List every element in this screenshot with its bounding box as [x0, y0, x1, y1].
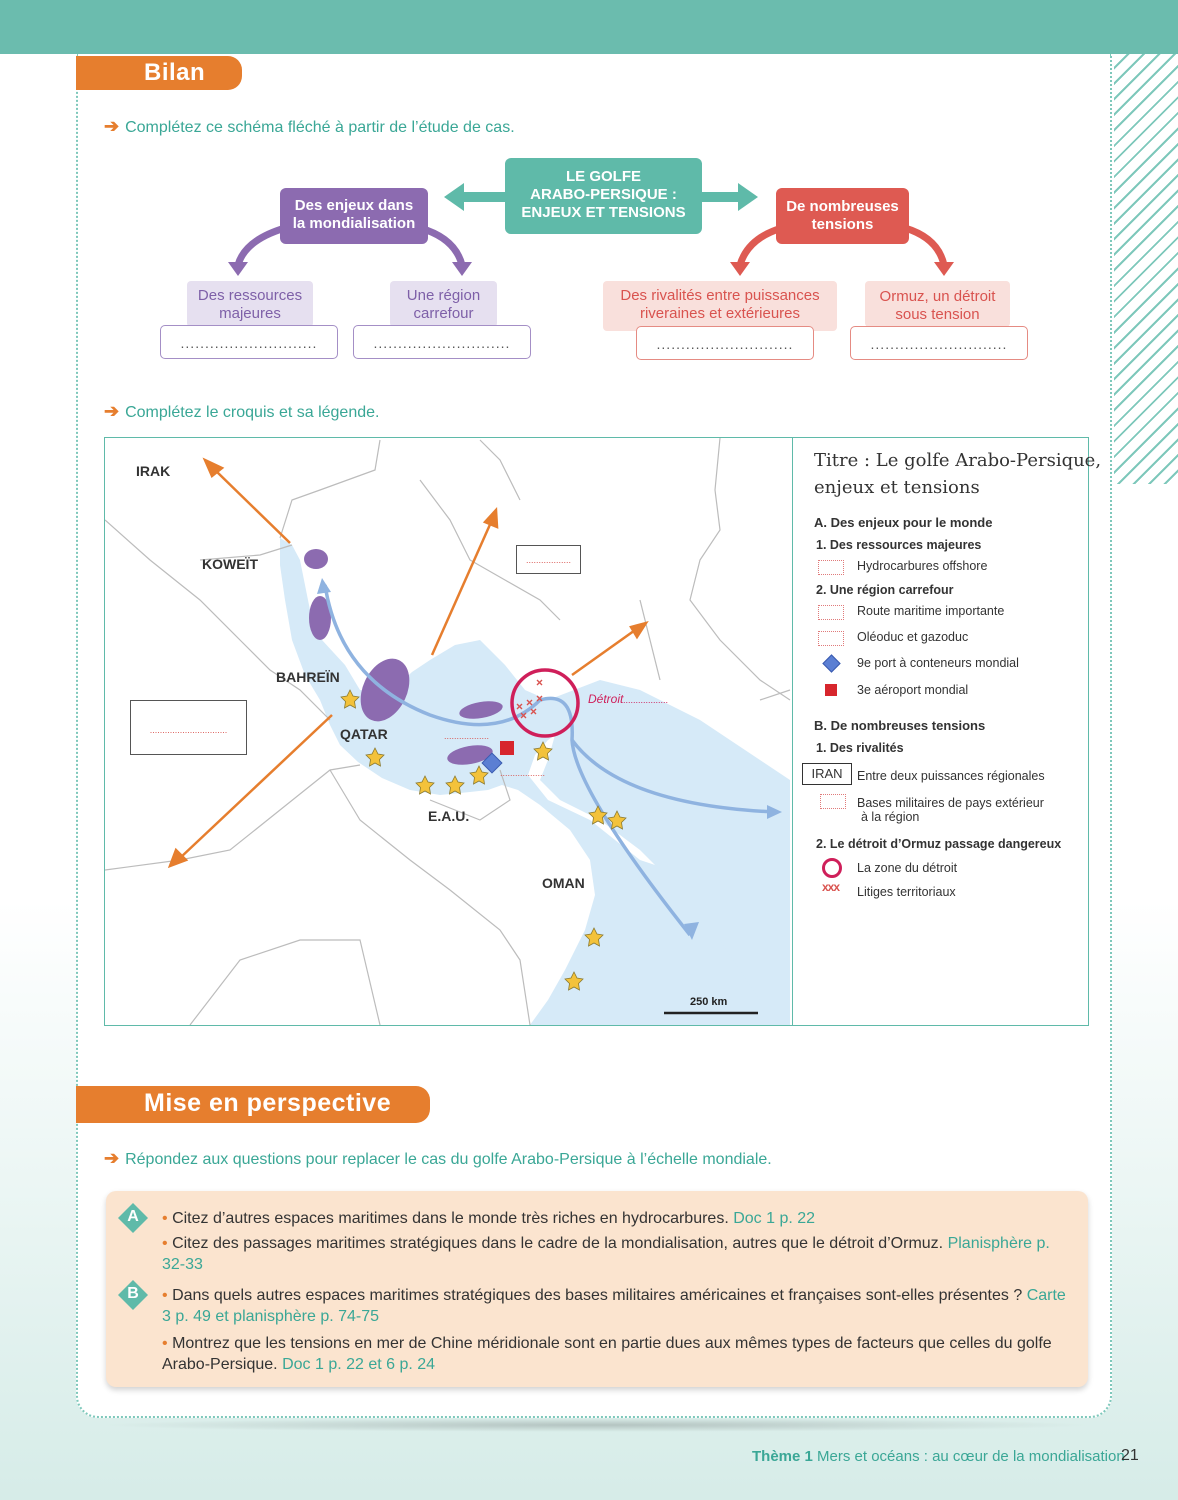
swatch-oleoduc[interactable]: [818, 631, 844, 646]
questions-box: [106, 1191, 1088, 1387]
box-line: De nombreuses: [786, 198, 899, 215]
route-arrowhead-north: [317, 578, 331, 594]
box-line: Des enjeux dans: [294, 197, 414, 214]
legend-iran-box: IRAN: [802, 763, 852, 785]
legend-section-b: B. De nombreuses tensions: [814, 718, 986, 733]
sub-box-rivalites: [603, 281, 837, 331]
map-label-qatar: QATAR: [340, 726, 388, 742]
reference-link[interactable]: Carte 3 p. 49 et planisphère p. 74-75: [162, 1287, 1066, 1325]
page-number: 21: [1121, 1447, 1139, 1464]
purple-arrow-left: [238, 228, 285, 265]
sheet-shadow: [96, 1418, 1096, 1432]
legend-zone: La zone du détroit: [857, 861, 958, 875]
map-answer-box-iran[interactable]: ..................: [516, 545, 581, 574]
map-label-detroit: [588, 692, 668, 706]
legend-b1: 1. Des rivalités: [816, 741, 904, 755]
map-label-koweit: KOWEÏT: [202, 556, 258, 572]
question-text: Montrez que les tensions en mer de Chine méridionale sont en partie dues aux mêmes types de facteurs que celles du golfe Arabo-Persique.: [162, 1335, 1052, 1373]
map-label-irak: IRAK: [136, 463, 171, 479]
section-title-bilan: Bilan: [76, 56, 242, 90]
legend-a2: 2. Une région carrefour: [816, 583, 954, 597]
center-box: [505, 158, 702, 234]
answer-field-carrefour[interactable]: ............................: [353, 325, 531, 359]
reference-link[interactable]: Planisphère p. 32-33: [162, 1235, 1050, 1273]
swatch-hydrocarbons[interactable]: [818, 560, 844, 575]
legend-b2: 2. Le détroit d’Ormuz passage dangereux: [816, 837, 1062, 851]
box-enjeux-mondialisation: [280, 188, 428, 244]
question-b2: [162, 1333, 1077, 1375]
question-text: Dans quels autres espaces maritimes stratégiques des bases militaires américaines et françaises sont-elles présentes ?: [172, 1287, 1023, 1304]
red-arrow-right: [905, 228, 944, 265]
badge-a-label: A: [127, 1208, 139, 1225]
swatch-route[interactable]: [818, 605, 844, 620]
arrow-icon: ➔: [104, 116, 120, 136]
red-arrowhead-right: [934, 262, 954, 276]
legend-entre: Entre deux puissances régionales: [857, 769, 1045, 783]
sub-box-carrefour: [390, 281, 497, 327]
purple-arrowhead-right: [452, 262, 472, 276]
box-line: la mondialisation: [292, 215, 416, 232]
center-box-line: ENJEUX ET TENSIONS: [521, 204, 686, 221]
box-line: Ormuz, un détroit: [879, 288, 996, 305]
cross-icon: xxx: [822, 880, 840, 894]
bullet: •: [162, 1287, 168, 1304]
reference-link[interactable]: Doc 1 p. 22: [733, 1210, 816, 1227]
box-line: majeures: [219, 305, 281, 322]
legend-title-line1: Titre : Le golfe Arabo-Persique,: [814, 450, 1102, 471]
question-a2: [162, 1233, 1077, 1275]
center-box-line: ARABO-PERSIQUE :: [530, 186, 677, 203]
footer-theme: [752, 1448, 1125, 1465]
map-label-scale: 250 km: [690, 996, 728, 1008]
square-icon: [825, 684, 837, 696]
question-text: Citez d’autres espaces maritimes dans le monde très riches en hydrocarbures.: [172, 1210, 729, 1227]
box-line: Une région: [406, 287, 481, 304]
map-blank-eau-2[interactable]: ..................: [500, 768, 546, 778]
arrow-icon: ➔: [104, 1148, 120, 1168]
purple-arrowhead-left: [228, 262, 248, 276]
legend-bases2: à la région: [861, 810, 920, 824]
box-line: tensions: [811, 216, 874, 233]
sub-box-ressources: [187, 281, 313, 327]
footer-theme-title: Mers et océans : au cœur de la mondialisation: [817, 1448, 1125, 1465]
center-left-arrow: [444, 183, 510, 211]
red-arrowhead-left: [730, 262, 750, 276]
instruction-text: Complétez le croquis et sa légende.: [125, 404, 380, 421]
map-answer-box-arabie[interactable]: ...............................: [130, 700, 247, 755]
answer-field-ormuz[interactable]: ............................: [850, 326, 1028, 360]
box-nombreuses-tensions: [776, 188, 909, 244]
box-line: carrefour: [413, 305, 474, 322]
legend-hydro: Hydrocarbures offshore: [857, 559, 988, 573]
map-label-bahrein: BAHREÏN: [276, 669, 340, 685]
map-label-eau: E.A.U.: [428, 808, 470, 824]
section-title-perspective: Mise en perspective: [76, 1086, 430, 1123]
box-line: Des rivalités entre puissances: [620, 287, 820, 304]
answer-field-ressources[interactable]: ............................: [160, 325, 338, 359]
footer-theme-label: Thème 1: [752, 1448, 813, 1465]
legend-oleoduc: Oléoduc et gazoduc: [857, 630, 969, 644]
circle-icon: [822, 858, 842, 878]
instruction-text: Répondez aux questions pour replacer le cas du golfe Arabo-Persique à l’échelle mondiale.: [125, 1151, 772, 1168]
legend-bases1: Bases militaires de pays extérieur: [857, 796, 1044, 810]
legend-litiges: Litiges territoriaux: [857, 885, 956, 899]
sub-box-ormuz: [865, 281, 1010, 327]
box-line: Des ressources: [197, 287, 303, 304]
answer-field-rivalites[interactable]: ............................: [636, 326, 814, 360]
legend-title-line2: enjeux et tensions: [814, 477, 980, 498]
question-a1: [162, 1208, 1077, 1229]
box-line: riveraines et extérieures: [639, 305, 801, 322]
swatch-bases[interactable]: [820, 794, 846, 809]
bullet: •: [162, 1335, 168, 1352]
badge-b-label: B: [127, 1285, 139, 1302]
airport-marker: [500, 741, 514, 755]
bullet: •: [162, 1235, 168, 1252]
instruction-perspective: [104, 1148, 772, 1169]
center-right-arrow: [698, 183, 758, 211]
bullet: •: [162, 1210, 168, 1227]
center-box-line: LE GOLFE: [566, 168, 641, 185]
detroit-text: Détroit: [588, 692, 624, 706]
reference-link[interactable]: Doc 1 p. 22 et 6 p. 24: [282, 1356, 436, 1373]
detroit-blank[interactable]: ..................: [623, 695, 669, 705]
legend-a1: 1. Des ressources majeures: [816, 538, 982, 552]
instruction-croquis: [104, 401, 379, 422]
legend-port: 9e port à conteneurs mondial: [857, 656, 1019, 670]
instruction-text: Complétez ce schéma fléché à partir de l’étude de cas.: [125, 119, 515, 136]
question-b1: [162, 1285, 1077, 1327]
map-label-oman: OMAN: [542, 875, 585, 891]
map-blank-eau-1[interactable]: ..................: [444, 731, 490, 741]
box-line: sous tension: [895, 306, 980, 323]
question-text: Citez des passages maritimes stratégiques dans le cadre de la mondialisation, autres que le détroit d’Ormuz.: [172, 1235, 944, 1252]
legend-route: Route maritime importante: [857, 604, 1005, 618]
legend-section-a: A. Des enjeux pour le monde: [814, 515, 993, 530]
legend-aeroport: 3e aéroport mondial: [857, 683, 969, 697]
arrow-icon: ➔: [104, 401, 120, 421]
